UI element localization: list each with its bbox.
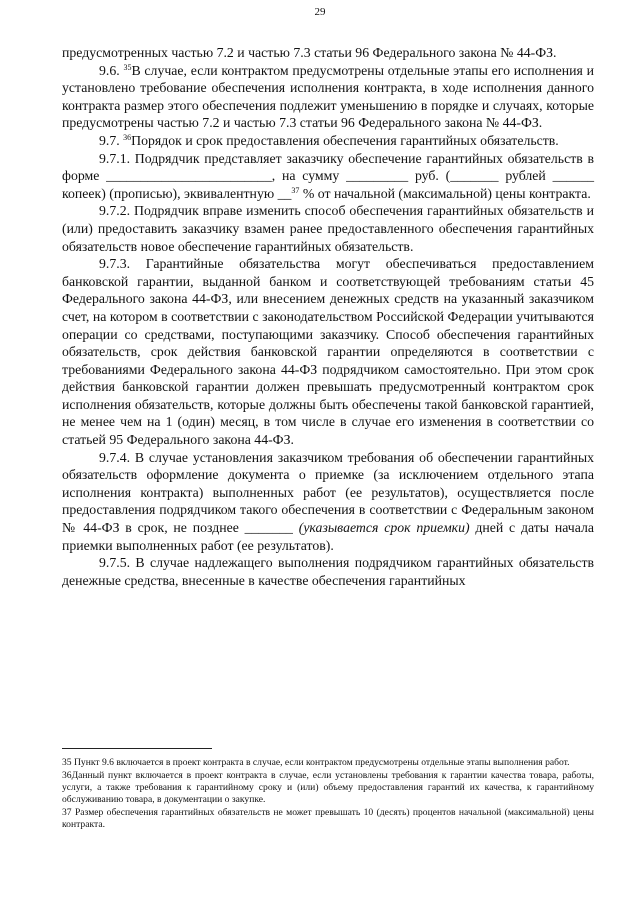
clause-text: % от начальной (максимальной) цены контракта. <box>299 185 591 201</box>
clause-number: 9.6. <box>99 62 120 78</box>
paragraph-9-7-2: 9.7.2. Подрядчик вправе изменить способ обеспечения гарантийных обязательств и (или) предоставить заказчику взамен ранее предоставленного обеспечения гарантийных обязательств новое обеспечение гарантийных обязательств. <box>62 203 594 254</box>
clause-text: дней с даты начала приемки выполненных работ (ее результатов). <box>62 520 594 553</box>
footnote-ref-36[interactable]: 36 <box>123 132 132 142</box>
footnote-ref-37[interactable]: 37 <box>291 185 300 195</box>
document-body <box>62 44 594 589</box>
footnotes <box>62 757 594 832</box>
clause-text: 9.7.4. В случае установления заказчиком требования об обеспечении гарантийных обязательств оформление документа о приемке (за исключением отдельного этапа исполнения контракта) выполненных работ (ее результатов), осуществляется после предоставления подрядчиком такого обеспечения в соответствии с Федеральным законом № 44-ФЗ в срок, не позднее _______ <box>62 449 594 536</box>
italic-note: (указывается срок приемки) <box>298 520 470 536</box>
paragraph-9-7-4 <box>62 449 594 555</box>
paragraph-9-7 <box>62 132 594 150</box>
footnote-divider <box>62 748 212 749</box>
paragraph-9-7-5: 9.7.5. В случае надлежащего выполнения подрядчиком гарантийных обязательств денежные средства, внесенные в качестве обеспечения гарантийных <box>62 555 594 588</box>
page-number: 29 <box>314 6 326 18</box>
clause-text: В случае, если контрактом предусмотрены отдельные этапы его исполнения и установлено требование обеспечения исполнения контракта, в ходе исполнения данного контракта размер этого обеспечения подлежит уменьшению в порядке и случаях, которые предусмотрены частью 7.2 и частью 7.3 статьи 96 Федерального закона № 44-ФЗ. <box>62 62 594 131</box>
footnote-36: 36Данный пункт включается в проект контракта в случае, если установлены требования к гарантии качества товара, работы, услуги, а также требования к гарантийному сроку и (или) объему предоставления гарантий их качества, к гарантийному обслуживанию товара, в документации о закупке. <box>62 770 594 805</box>
paragraph-continuation: предусмотренных частью 7.2 и частью 7.3 статьи 96 Федерального закона № 44-ФЗ. <box>62 45 557 60</box>
clause-number: 9.7. <box>99 132 120 148</box>
paragraph-9-7-1 <box>62 150 594 203</box>
clause-text: 9.7.1. Подрядчик представляет заказчику обеспечение гарантийных обязательств в форме ________________________, на сумму _________ руб. (_______ рублей ______ копеек) (прописью), эквивалентную __ <box>62 150 594 201</box>
clause-text: Порядок и срок предоставления обеспечения гарантийных обязательств. <box>131 132 559 148</box>
paragraph-9-7-3: 9.7.3. Гарантийные обязательства могут обеспечиваться предоставлением банковской гарантии, выданной банком и соответствующей требованиям статьи 45 Федерального закона 44-ФЗ, или внесением денежных средств на указанный заказчиком счет, на котором в соответствии с законодательством Российской Федерации учитываются операции со средствами, поступающими заказчику. Способ обеспечения гарантийных обязательств, срок действия банковской гарантии определяются в соответствии с требованиями Федерального закона 44-ФЗ подрядчиком самостоятельно. При этом срок действия банковской гарантии должен превышать предусмотренный контрактом срок исполнения обязательств, которые должны быть обеспечены такой банковской гарантией, не менее чем на 1 (один) месяц, в том числе в случае его изменения в соответствии со статьей 95 Федерального закона 44-ФЗ. <box>62 256 594 448</box>
footnote-37: 37 Размер обеспечения гарантийных обязательств не может превышать 10 (десять) процентов начальной (максимальной) цены контракта. <box>62 807 594 830</box>
paragraph-9-6 <box>62 62 594 132</box>
footnote-35: 35 Пункт 9.6 включается в проект контракта в случае, если контрактом предусмотрены отдельные этапы выполнения работ. <box>62 757 570 768</box>
footnote-ref-35[interactable]: 35 <box>123 62 132 72</box>
